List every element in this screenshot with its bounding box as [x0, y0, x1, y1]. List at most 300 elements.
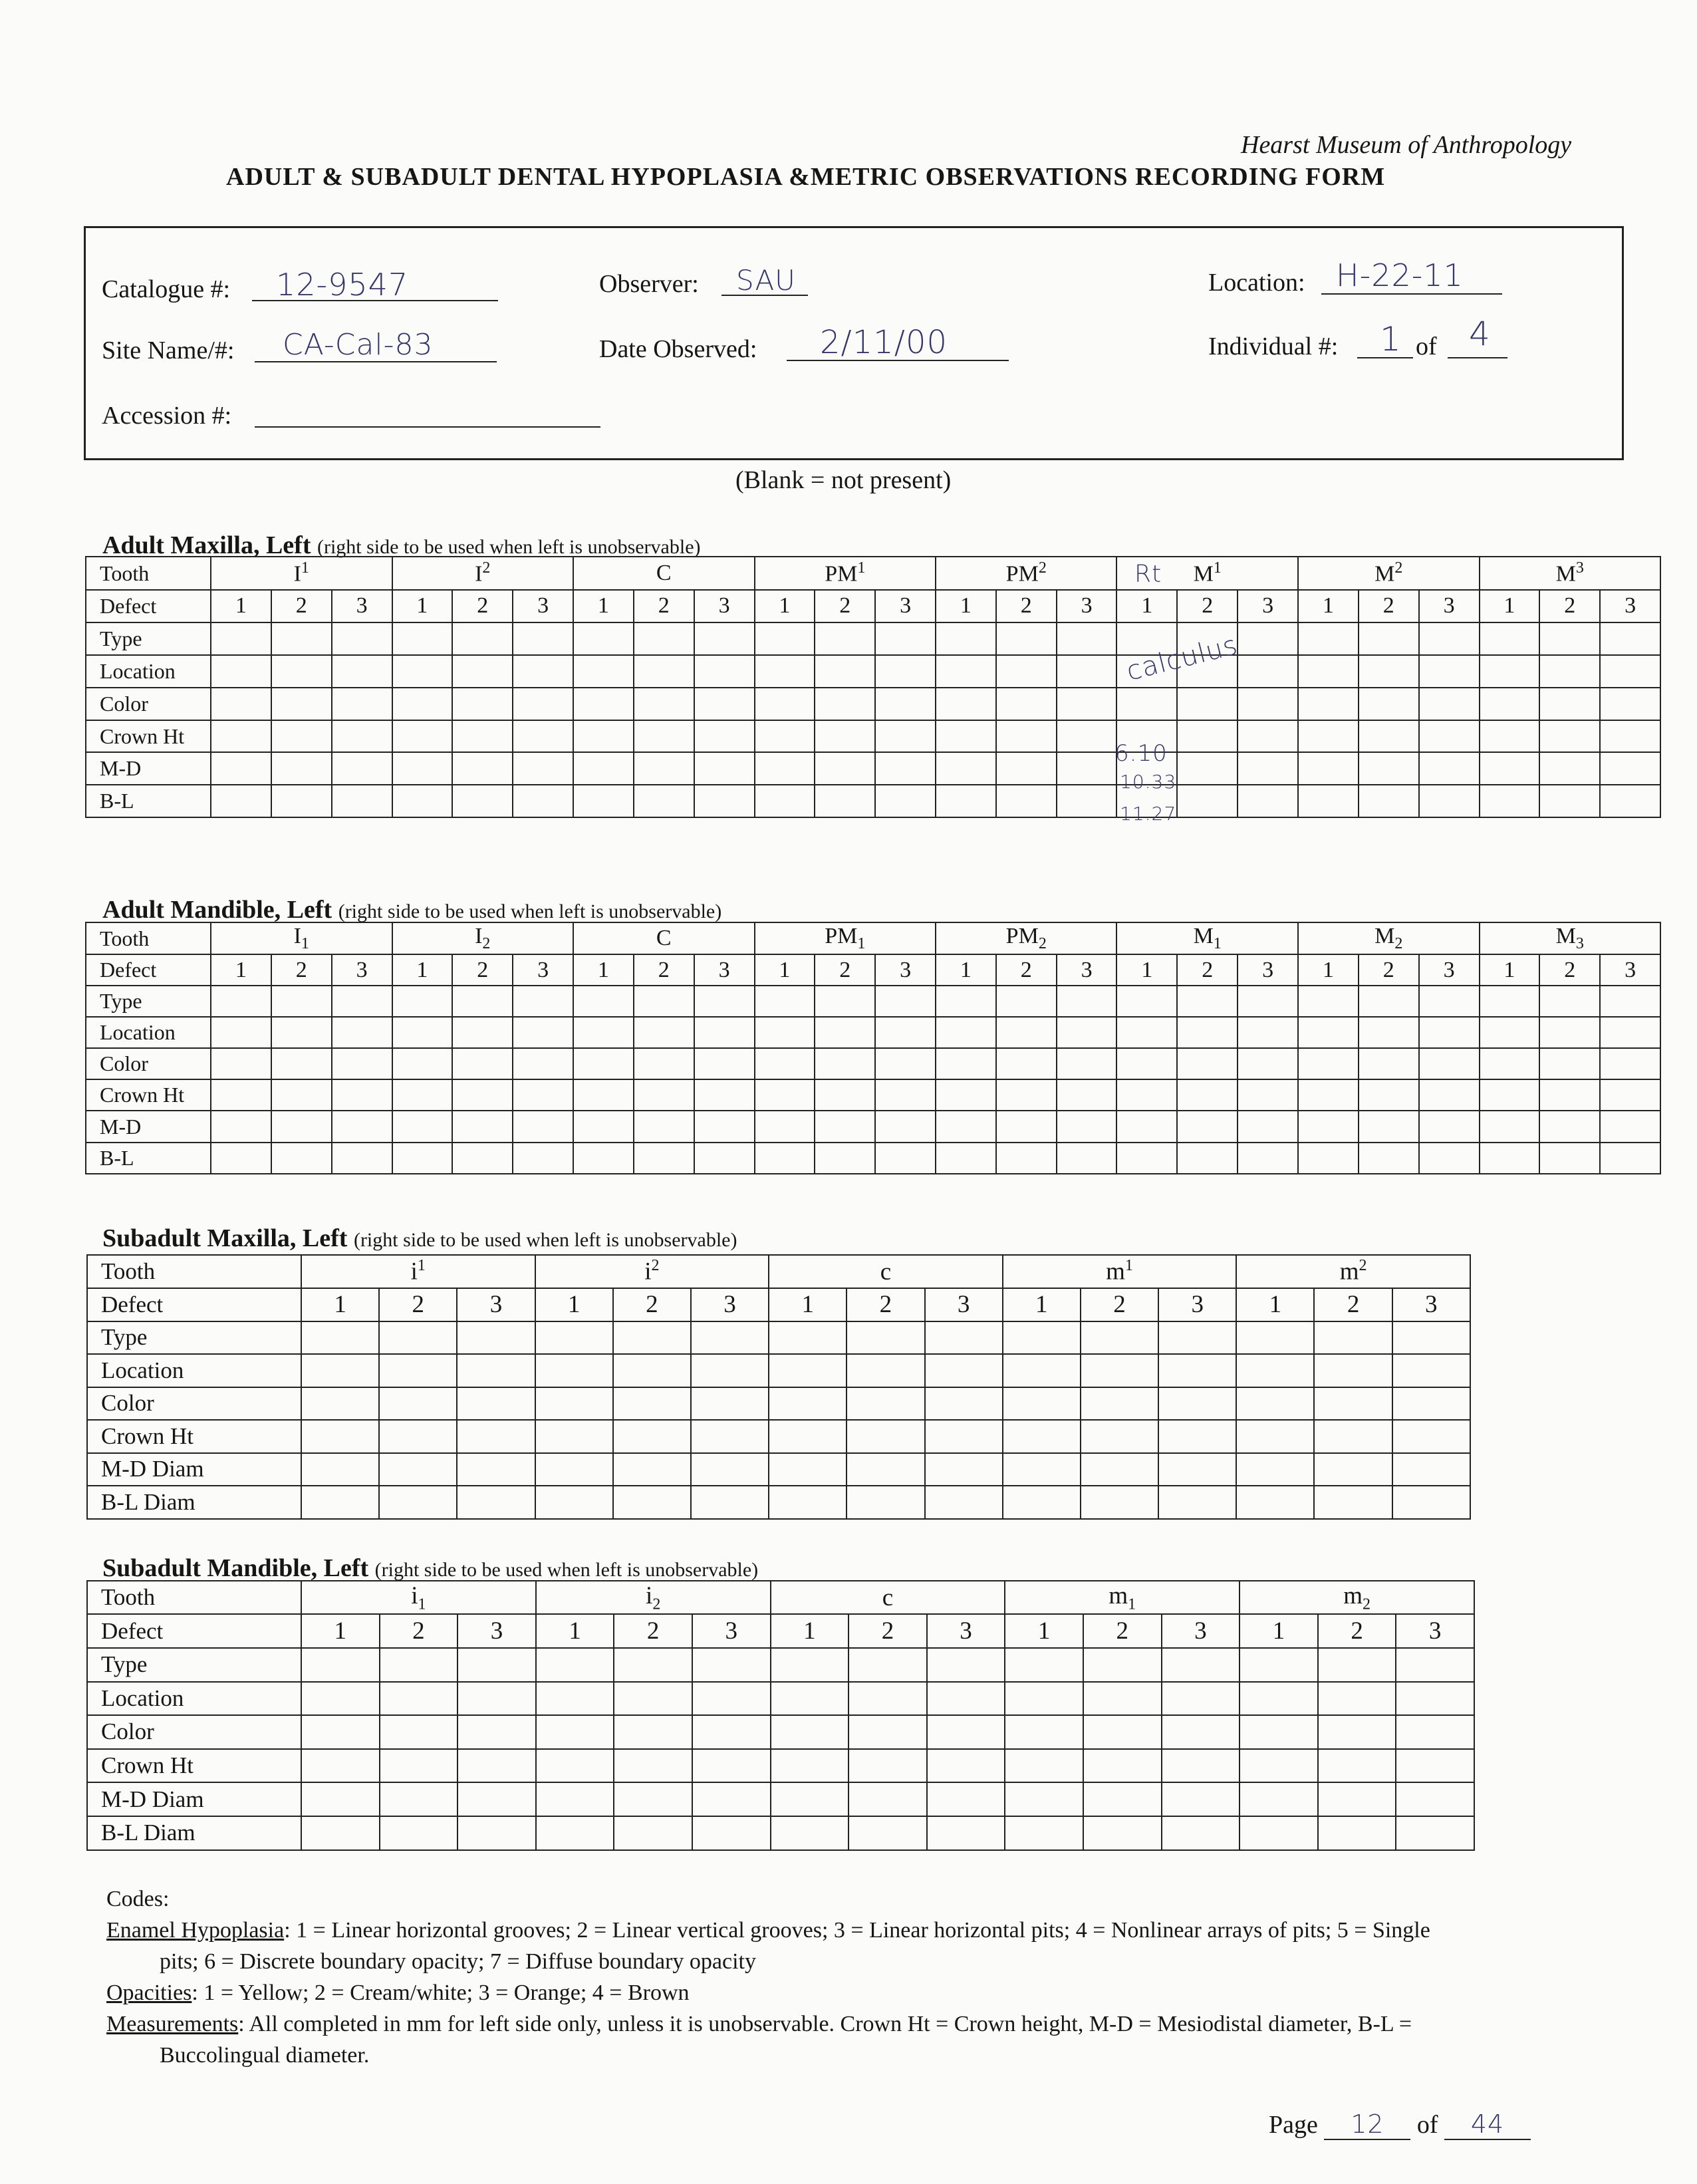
entry-cell[interactable]	[1238, 720, 1298, 753]
entry-cell[interactable]	[573, 785, 634, 817]
entry-cell[interactable]	[1359, 720, 1419, 753]
entry-cell[interactable]	[694, 1079, 755, 1111]
entry-cell[interactable]	[457, 1682, 536, 1716]
entry-cell[interactable]	[380, 1749, 458, 1783]
entry-cell[interactable]	[694, 720, 755, 753]
entry-cell[interactable]	[380, 1715, 458, 1749]
entry-cell[interactable]	[1083, 1648, 1162, 1682]
entry-cell[interactable]	[536, 1782, 614, 1816]
entry-cell[interactable]	[1177, 720, 1238, 753]
entry-cell[interactable]	[1318, 1648, 1396, 1682]
entry-cell[interactable]	[1005, 1782, 1083, 1816]
entry-cell[interactable]	[332, 785, 392, 817]
entry-cell[interactable]	[1539, 1143, 1600, 1174]
entry-cell[interactable]	[1005, 1816, 1083, 1850]
entry-cell[interactable]	[815, 688, 875, 720]
entry-cell[interactable]	[1236, 1486, 1314, 1519]
location-field-line[interactable]	[1321, 293, 1502, 295]
entry-cell[interactable]	[211, 752, 271, 785]
entry-cell[interactable]	[634, 752, 694, 785]
entry-cell[interactable]	[1419, 1079, 1480, 1111]
entry-cell[interactable]	[211, 1143, 271, 1174]
entry-cell[interactable]	[1238, 1048, 1298, 1079]
entry-cell[interactable]	[535, 1420, 613, 1453]
entry-cell[interactable]	[573, 688, 634, 720]
entry-cell[interactable]	[925, 1354, 1003, 1387]
entry-cell[interactable]	[1081, 1354, 1158, 1387]
entry-cell[interactable]	[1600, 688, 1660, 720]
entry-cell[interactable]	[614, 1715, 692, 1749]
entry-cell[interactable]	[1158, 1387, 1236, 1421]
entry-cell[interactable]	[573, 655, 634, 688]
entry-cell[interactable]	[301, 1420, 379, 1453]
entry-cell[interactable]	[513, 1143, 573, 1174]
entry-cell[interactable]	[927, 1782, 1005, 1816]
entry-cell[interactable]	[634, 655, 694, 688]
entry-cell[interactable]	[936, 1079, 996, 1111]
entry-cell[interactable]	[1480, 720, 1540, 753]
entry-cell[interactable]	[694, 655, 755, 688]
entry-cell[interactable]	[847, 1420, 924, 1453]
entry-cell[interactable]	[771, 1682, 849, 1716]
entry-cell[interactable]	[271, 1048, 332, 1079]
entry-cell[interactable]	[927, 1749, 1005, 1783]
entry-cell[interactable]	[535, 1387, 613, 1421]
entry-cell[interactable]	[301, 1387, 379, 1421]
entry-cell[interactable]	[1003, 1420, 1081, 1453]
entry-cell[interactable]	[755, 1143, 815, 1174]
entry-cell[interactable]	[1236, 1387, 1314, 1421]
entry-cell[interactable]	[936, 720, 996, 753]
entry-cell[interactable]	[452, 688, 513, 720]
entry-cell[interactable]	[452, 986, 513, 1017]
entry-cell[interactable]	[875, 655, 936, 688]
entry-cell[interactable]	[332, 622, 392, 655]
entry-cell[interactable]	[1005, 1648, 1083, 1682]
entry-cell[interactable]	[847, 1321, 924, 1355]
entry-cell[interactable]	[379, 1354, 457, 1387]
entry-cell[interactable]	[1177, 688, 1238, 720]
entry-cell[interactable]	[1298, 986, 1359, 1017]
entry-cell[interactable]	[1392, 1354, 1470, 1387]
entry-cell[interactable]	[769, 1420, 847, 1453]
entry-cell[interactable]	[1480, 1048, 1540, 1079]
entry-cell[interactable]	[925, 1387, 1003, 1421]
entry-cell[interactable]	[815, 785, 875, 817]
entry-cell[interactable]	[1177, 1048, 1238, 1079]
entry-cell[interactable]	[1419, 720, 1480, 753]
entry-cell[interactable]	[634, 688, 694, 720]
entry-cell[interactable]	[332, 655, 392, 688]
entry-cell[interactable]	[771, 1816, 849, 1850]
entry-cell[interactable]	[815, 1111, 875, 1142]
entry-cell[interactable]	[332, 1143, 392, 1174]
entry-cell[interactable]	[848, 1682, 927, 1716]
entry-cell[interactable]	[513, 785, 573, 817]
entry-cell[interactable]	[457, 1354, 535, 1387]
entry-cell[interactable]	[301, 1816, 380, 1850]
entry-cell[interactable]	[875, 1079, 936, 1111]
entry-cell[interactable]	[755, 1079, 815, 1111]
page-total[interactable]: 44	[1444, 2110, 1531, 2140]
entry-cell[interactable]	[634, 986, 694, 1017]
entry-cell[interactable]	[996, 1079, 1057, 1111]
entry-cell[interactable]	[457, 1648, 536, 1682]
entry-cell[interactable]	[1392, 1387, 1470, 1421]
entry-cell[interactable]	[271, 622, 332, 655]
entry-cell[interactable]	[1057, 1079, 1117, 1111]
entry-cell[interactable]	[1419, 622, 1480, 655]
entry-cell[interactable]	[1236, 1453, 1314, 1486]
entry-cell[interactable]	[1116, 986, 1177, 1017]
entry-cell[interactable]	[1003, 1354, 1081, 1387]
entry-cell[interactable]	[1003, 1453, 1081, 1486]
entry-cell[interactable]	[1158, 1453, 1236, 1486]
entry-cell[interactable]	[996, 752, 1057, 785]
entry-cell[interactable]	[613, 1453, 691, 1486]
entry-cell[interactable]	[380, 1816, 458, 1850]
entry-cell[interactable]	[457, 1321, 535, 1355]
entry-cell[interactable]	[755, 785, 815, 817]
entry-cell[interactable]	[1539, 720, 1600, 753]
entry-cell[interactable]	[1240, 1816, 1318, 1850]
entry-cell[interactable]	[691, 1420, 769, 1453]
entry-cell[interactable]	[573, 720, 634, 753]
entry-cell[interactable]	[1081, 1420, 1158, 1453]
entry-cell[interactable]	[1177, 986, 1238, 1017]
entry-cell[interactable]	[457, 1715, 536, 1749]
entry-cell[interactable]	[1298, 1111, 1359, 1142]
entry-cell[interactable]	[452, 622, 513, 655]
entry-cell[interactable]	[1238, 655, 1298, 688]
accession-field-line[interactable]	[255, 426, 600, 428]
entry-cell[interactable]	[1081, 1453, 1158, 1486]
entry-cell[interactable]	[694, 1143, 755, 1174]
entry-cell[interactable]	[379, 1387, 457, 1421]
entry-cell[interactable]	[211, 986, 271, 1017]
entry-cell[interactable]	[692, 1648, 771, 1682]
entry-cell[interactable]	[1298, 1143, 1359, 1174]
entry-cell[interactable]	[211, 622, 271, 655]
entry-cell[interactable]	[1298, 622, 1359, 655]
entry-cell[interactable]	[691, 1453, 769, 1486]
entry-cell[interactable]	[847, 1486, 924, 1519]
entry-cell[interactable]	[1314, 1387, 1392, 1421]
entry-cell[interactable]	[1314, 1321, 1392, 1355]
entry-cell[interactable]	[848, 1749, 927, 1783]
entry-cell[interactable]	[936, 986, 996, 1017]
entry-cell[interactable]	[1539, 1111, 1600, 1142]
entry-cell[interactable]	[996, 785, 1057, 817]
entry-cell[interactable]	[1177, 1079, 1238, 1111]
entry-cell[interactable]	[535, 1486, 613, 1519]
entry-cell[interactable]	[1116, 1017, 1177, 1048]
entry-cell[interactable]	[848, 1715, 927, 1749]
entry-cell[interactable]	[771, 1648, 849, 1682]
entry-cell[interactable]	[755, 655, 815, 688]
entry-cell[interactable]	[301, 1486, 379, 1519]
entry-cell[interactable]	[1600, 622, 1660, 655]
entry-cell[interactable]	[513, 986, 573, 1017]
entry-cell[interactable]	[755, 1017, 815, 1048]
entry-cell[interactable]	[301, 1648, 380, 1682]
entry-cell[interactable]	[379, 1420, 457, 1453]
entry-cell[interactable]	[271, 1017, 332, 1048]
entry-cell[interactable]	[1003, 1321, 1081, 1355]
entry-cell[interactable]	[332, 1079, 392, 1111]
entry-cell[interactable]	[513, 1079, 573, 1111]
entry-cell[interactable]	[392, 1111, 453, 1142]
entry-cell[interactable]	[1600, 1143, 1660, 1174]
entry-cell[interactable]	[380, 1782, 458, 1816]
entry-cell[interactable]	[755, 986, 815, 1017]
entry-cell[interactable]	[755, 720, 815, 753]
entry-cell[interactable]	[613, 1420, 691, 1453]
individual-total-line[interactable]	[1448, 357, 1507, 358]
entry-cell[interactable]	[769, 1387, 847, 1421]
entry-cell[interactable]	[1480, 1017, 1540, 1048]
entry-cell[interactable]	[1419, 1017, 1480, 1048]
entry-cell[interactable]	[1158, 1321, 1236, 1355]
entry-cell[interactable]	[769, 1321, 847, 1355]
entry-cell[interactable]	[1539, 655, 1600, 688]
entry-cell[interactable]	[457, 1486, 535, 1519]
entry-cell[interactable]	[927, 1816, 1005, 1850]
entry-cell[interactable]	[694, 688, 755, 720]
entry-cell[interactable]	[1236, 1420, 1314, 1453]
entry-cell[interactable]	[1238, 1143, 1298, 1174]
entry-cell[interactable]	[996, 720, 1057, 753]
entry-cell[interactable]	[1539, 785, 1600, 817]
entry-cell[interactable]	[1298, 752, 1359, 785]
entry-cell[interactable]	[1314, 1486, 1392, 1519]
entry-cell[interactable]	[1419, 752, 1480, 785]
entry-cell[interactable]	[936, 1111, 996, 1142]
entry-cell[interactable]	[1158, 1486, 1236, 1519]
entry-cell[interactable]	[875, 752, 936, 785]
entry-cell[interactable]	[1539, 986, 1600, 1017]
entry-cell[interactable]	[1359, 785, 1419, 817]
entry-cell[interactable]	[452, 1048, 513, 1079]
entry-cell[interactable]	[301, 1782, 380, 1816]
entry-cell[interactable]	[513, 1017, 573, 1048]
entry-cell[interactable]	[936, 1048, 996, 1079]
entry-cell[interactable]	[1539, 688, 1600, 720]
entry-cell[interactable]	[301, 1321, 379, 1355]
entry-cell[interactable]	[573, 1111, 634, 1142]
entry-cell[interactable]	[1116, 1143, 1177, 1174]
entry-cell[interactable]	[755, 1111, 815, 1142]
entry-cell[interactable]	[1005, 1749, 1083, 1783]
entry-cell[interactable]	[1359, 1048, 1419, 1079]
entry-cell[interactable]	[613, 1321, 691, 1355]
entry-cell[interactable]	[815, 1017, 875, 1048]
entry-cell[interactable]	[996, 622, 1057, 655]
entry-cell[interactable]	[1057, 1143, 1117, 1174]
entry-cell[interactable]	[755, 622, 815, 655]
entry-cell[interactable]	[1238, 1017, 1298, 1048]
entry-cell[interactable]	[875, 1017, 936, 1048]
entry-cell[interactable]	[634, 1048, 694, 1079]
entry-cell[interactable]	[1539, 622, 1600, 655]
entry-cell[interactable]	[691, 1321, 769, 1355]
entry-cell[interactable]	[1240, 1715, 1318, 1749]
entry-cell[interactable]	[271, 752, 332, 785]
entry-cell[interactable]	[457, 1420, 535, 1453]
entry-cell[interactable]	[1419, 986, 1480, 1017]
entry-cell[interactable]	[1081, 1486, 1158, 1519]
entry-cell[interactable]	[271, 688, 332, 720]
entry-cell[interactable]	[1480, 1111, 1540, 1142]
entry-cell[interactable]	[848, 1648, 927, 1682]
entry-cell[interactable]	[694, 1017, 755, 1048]
entry-cell[interactable]	[634, 1143, 694, 1174]
entry-cell[interactable]	[1392, 1420, 1470, 1453]
entry-cell[interactable]	[392, 720, 453, 753]
entry-cell[interactable]	[457, 1453, 535, 1486]
entry-cell[interactable]	[573, 622, 634, 655]
entry-cell[interactable]	[815, 1079, 875, 1111]
entry-cell[interactable]	[1083, 1782, 1162, 1816]
entry-cell[interactable]	[392, 785, 453, 817]
entry-cell[interactable]	[1177, 752, 1238, 785]
entry-cell[interactable]	[1238, 1111, 1298, 1142]
entry-cell[interactable]	[847, 1387, 924, 1421]
entry-cell[interactable]	[211, 1048, 271, 1079]
entry-cell[interactable]	[392, 688, 453, 720]
entry-cell[interactable]	[457, 1782, 536, 1816]
entry-cell[interactable]	[1298, 688, 1359, 720]
entry-cell[interactable]	[1057, 622, 1117, 655]
entry-cell[interactable]	[301, 1354, 379, 1387]
entry-cell[interactable]	[936, 655, 996, 688]
entry-cell[interactable]	[769, 1486, 847, 1519]
entry-cell[interactable]	[1359, 1017, 1419, 1048]
entry-cell[interactable]	[513, 622, 573, 655]
entry-cell[interactable]	[1240, 1749, 1318, 1783]
entry-cell[interactable]	[573, 1079, 634, 1111]
entry-cell[interactable]	[1419, 785, 1480, 817]
entry-cell[interactable]	[692, 1749, 771, 1783]
entry-cell[interactable]	[379, 1486, 457, 1519]
entry-cell[interactable]	[771, 1715, 849, 1749]
entry-cell[interactable]	[1177, 1143, 1238, 1174]
entry-cell[interactable]	[513, 688, 573, 720]
entry-cell[interactable]	[392, 752, 453, 785]
entry-cell[interactable]	[211, 688, 271, 720]
entry-cell[interactable]	[1480, 1143, 1540, 1174]
entry-cell[interactable]	[1600, 1079, 1660, 1111]
entry-cell[interactable]	[614, 1782, 692, 1816]
entry-cell[interactable]	[1539, 1048, 1600, 1079]
entry-cell[interactable]	[513, 1048, 573, 1079]
entry-cell[interactable]	[452, 1079, 513, 1111]
entry-cell[interactable]	[211, 720, 271, 753]
entry-cell[interactable]	[332, 752, 392, 785]
entry-cell[interactable]	[755, 688, 815, 720]
entry-cell[interactable]	[1298, 655, 1359, 688]
entry-cell[interactable]	[1480, 1079, 1540, 1111]
entry-cell[interactable]	[301, 1749, 380, 1783]
entry-cell[interactable]	[875, 1111, 936, 1142]
entry-cell[interactable]	[925, 1321, 1003, 1355]
entry-cell[interactable]	[1600, 986, 1660, 1017]
entry-cell[interactable]	[271, 1079, 332, 1111]
entry-cell[interactable]	[1480, 785, 1540, 817]
entry-cell[interactable]	[271, 986, 332, 1017]
entry-cell[interactable]	[1005, 1682, 1083, 1716]
entry-cell[interactable]	[925, 1453, 1003, 1486]
entry-cell[interactable]	[1238, 1079, 1298, 1111]
entry-cell[interactable]	[694, 1048, 755, 1079]
entry-cell[interactable]	[691, 1354, 769, 1387]
entry-cell[interactable]	[1419, 655, 1480, 688]
entry-cell[interactable]	[1298, 1017, 1359, 1048]
entry-cell[interactable]	[692, 1682, 771, 1716]
entry-cell[interactable]	[1419, 1048, 1480, 1079]
entry-cell[interactable]	[614, 1816, 692, 1850]
entry-cell[interactable]	[692, 1715, 771, 1749]
entry-cell[interactable]	[573, 752, 634, 785]
entry-cell[interactable]	[1392, 1453, 1470, 1486]
entry-cell[interactable]	[614, 1749, 692, 1783]
entry-cell[interactable]	[1057, 1048, 1117, 1079]
entry-cell[interactable]	[613, 1354, 691, 1387]
entry-cell[interactable]	[1314, 1354, 1392, 1387]
entry-cell[interactable]	[1359, 655, 1419, 688]
entry-cell[interactable]	[634, 785, 694, 817]
entry-cell[interactable]	[271, 720, 332, 753]
entry-cell[interactable]	[613, 1387, 691, 1421]
entry-cell[interactable]	[875, 688, 936, 720]
entry-cell[interactable]	[847, 1354, 924, 1387]
entry-cell[interactable]	[392, 986, 453, 1017]
entry-cell[interactable]	[1318, 1749, 1396, 1783]
entry-cell[interactable]	[457, 1749, 536, 1783]
entry-cell[interactable]	[996, 1017, 1057, 1048]
entry-cell[interactable]	[1359, 1111, 1419, 1142]
entry-cell[interactable]	[691, 1486, 769, 1519]
entry-cell[interactable]	[996, 1111, 1057, 1142]
entry-cell[interactable]	[535, 1453, 613, 1486]
entry-cell[interactable]	[1419, 1111, 1480, 1142]
entry-cell[interactable]	[452, 785, 513, 817]
entry-cell[interactable]	[927, 1715, 1005, 1749]
entry-cell[interactable]	[691, 1387, 769, 1421]
entry-cell[interactable]	[1539, 752, 1600, 785]
entry-cell[interactable]	[996, 688, 1057, 720]
entry-cell[interactable]	[1057, 720, 1117, 753]
entry-cell[interactable]	[1314, 1420, 1392, 1453]
entry-cell[interactable]	[1392, 1321, 1470, 1355]
entry-cell[interactable]	[301, 1715, 380, 1749]
entry-cell[interactable]	[1359, 688, 1419, 720]
entry-cell[interactable]	[452, 720, 513, 753]
entry-cell[interactable]	[1480, 688, 1540, 720]
entry-cell[interactable]	[1359, 1079, 1419, 1111]
entry-cell[interactable]	[1057, 1111, 1117, 1142]
entry-cell[interactable]	[392, 1143, 453, 1174]
entry-cell[interactable]	[1116, 688, 1177, 720]
entry-cell[interactable]	[332, 1017, 392, 1048]
entry-cell[interactable]	[452, 752, 513, 785]
entry-cell[interactable]	[1396, 1682, 1474, 1716]
entry-cell[interactable]	[815, 622, 875, 655]
entry-cell[interactable]	[535, 1354, 613, 1387]
entry-cell[interactable]	[1396, 1715, 1474, 1749]
entry-cell[interactable]	[452, 1143, 513, 1174]
entry-cell[interactable]	[457, 1816, 536, 1850]
